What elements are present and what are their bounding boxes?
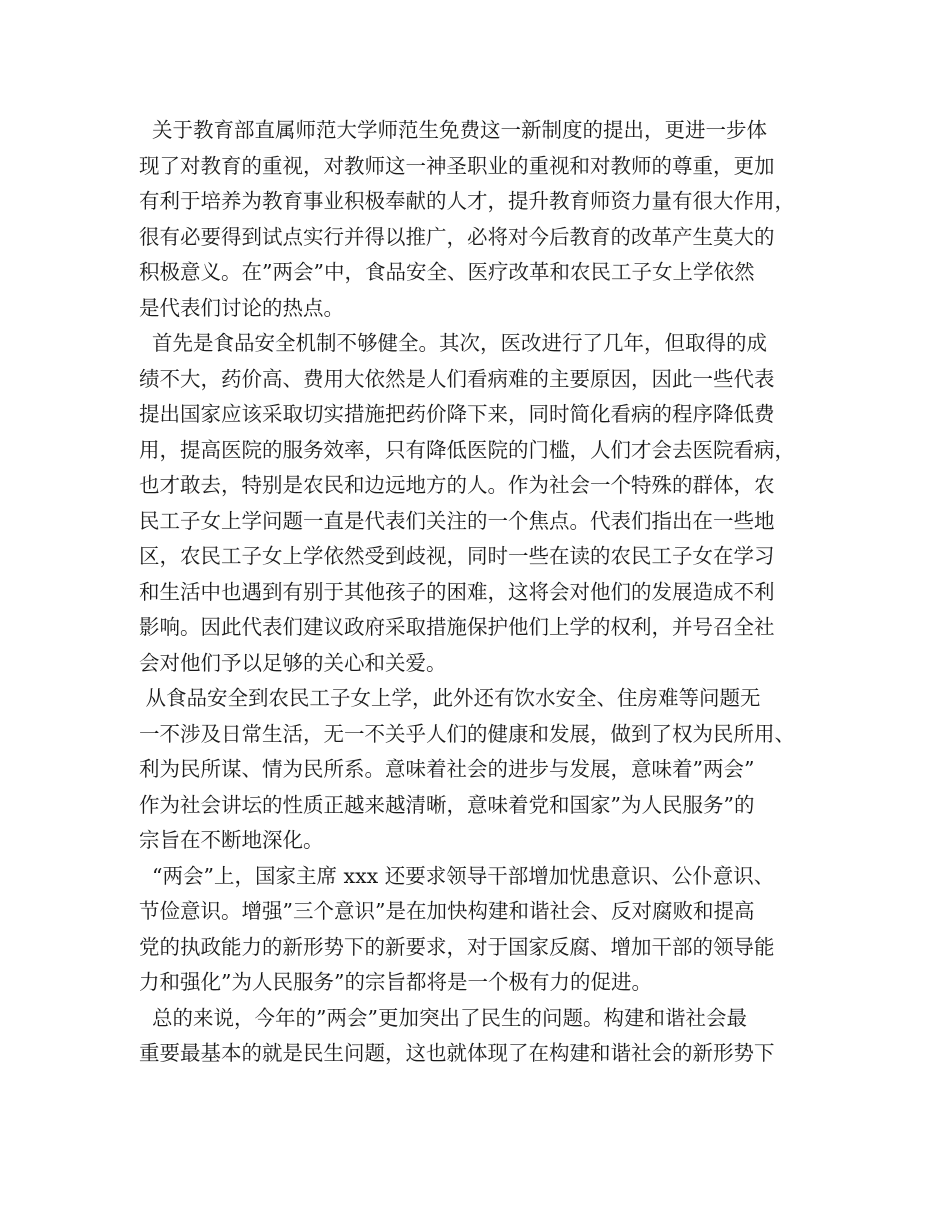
body-text: [139, 113, 829, 1072]
text-line: 一不涉及日常生活，无一不关乎人们的健康和发展，做到了权为民所用、: [139, 721, 795, 746]
text-line: 民工子女上学问题一直是代表们关注的一个焦点。代表们指出在一些地: [139, 508, 775, 533]
text-line: 区，农民工子女上学依然受到歧视，同时一些在读的农民工子女在学习: [139, 544, 775, 568]
text-line: 和生活中也遇到有别于其他孩子的困难，这将会对他们的发展造成不利: [139, 579, 775, 604]
text-line: 从食品安全到农民工子女上学，此外还有饮水安全、住房难等问题无: [139, 686, 761, 710]
text-line: 作为社会讲坛的性质正越来越清晰，意味着党和国家”为人民服务”的: [139, 792, 755, 817]
text-line: 也才敢去，特别是农民和边远地方的人。作为社会一个特殊的群体，农: [139, 473, 775, 497]
text-line: 现了对教育的重视，对教师这一神圣职业的重视和对教师的尊重，更加: [139, 153, 775, 178]
text-line: 很有必要得到试点实行并得以推广，必将对今后教育的改革产生莫大的: [139, 224, 775, 249]
text-line: 积极意义。在”两会”中，食品安全、医疗改革和农民工子女上学依然: [139, 260, 755, 284]
text-line: 首先是食品安全机制不够健全。其次，医改进行了几年，但取得的成: [139, 331, 768, 355]
text-line: 总的来说，今年的”两会”更加突出了民生的问题。构建和谐社会最: [139, 1005, 747, 1030]
text-line: 是代表们讨论的热点。: [139, 295, 344, 320]
text-line: 节俭意识。增强”三个意识”是在加快构建和谐社会、反对腐败和提高: [139, 899, 755, 923]
text-line: 利为民所谋、情为民所系。意味着社会的进步与发展，意味着”两会”: [139, 757, 755, 781]
text-line: 影响。因此代表们建议政府采取措施保护他们上学的权利，并号召全社: [139, 615, 775, 639]
text-line: 用，提高医院的服务效率，只有降低医院的门槛，人们才会去医院看病，: [139, 437, 795, 462]
text-line: 有利于培养为教育事业积极奉献的人才，提升教育师资力量有很大作用，: [139, 189, 795, 213]
text-line: 重要最基本的就是民生问题，这也就体现了在构建和谐社会的新形势下: [139, 1041, 775, 1065]
text-line: 提出国家应该采取切实措施把药价降下来，同时简化看病的程序降低费: [139, 402, 775, 426]
text-line: “两会”上，国家主席 xxx 还要求领导干部增加忧患意识、公仆意识、: [139, 863, 775, 888]
text-line: 会对他们予以足够的关心和关爱。: [139, 650, 447, 675]
text-line: 宗旨在不断地深化。: [139, 828, 324, 852]
text-line: 党的执政能力的新形势下的新要求，对于国家反腐、增加干部的领导能: [139, 934, 775, 959]
text-line: 绩不大，药价高、费用大依然是人们看病难的主要原因，因此一些代表: [139, 366, 775, 391]
text-line: 关于教育部直属师范大学师范生免费这一新制度的提出，更进一步体: [139, 118, 768, 142]
text-line: 力和强化”为人民服务”的宗旨都将是一个极有力的促进。: [139, 970, 652, 994]
